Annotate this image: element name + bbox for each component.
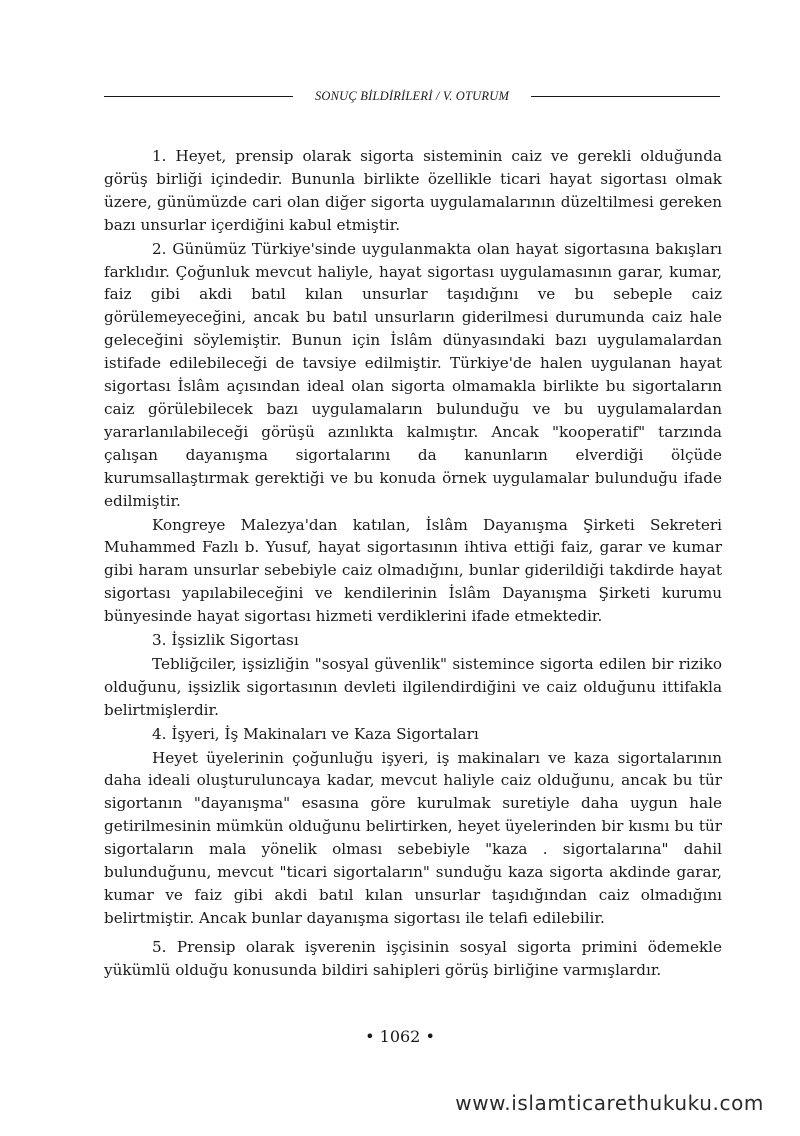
paragraph-item-5: 5. Prensip olarak işverenin işçisinin sosyal sigorta primini ödemekle yükümlü olduğu konusunda bildiri sahipleri görüş birliğine varmışlardır. xyxy=(104,937,722,979)
section-heading-workplace: 4. İşyeri, İş Makinaları ve Kaza Sigortaları xyxy=(152,724,479,743)
header-rule-left xyxy=(104,96,293,97)
running-header xyxy=(104,86,720,106)
header-rule-right xyxy=(531,96,720,97)
paragraph-workplace: Heyet üyelerinin çoğunluğu işyeri, iş makinaları ve kaza sigortalarının daha ideali oluşturuluncaya kadar, mevcut haliyle caiz olduğunu, ancak bu tür sigortanın "dayanışma" esasına göre kurulmak suretiyle daha uygun hale getirilmesinin mümkün olduğunu belirtirken, heyet üyelerinden bir kısmı bu tür sigortaların mala yönelik olması sebebiyle "kaza . sigortalarına" dahil bulunduğunu, mevcut "ticari sigortaların" sunduğu kaza sigorta akdinde garar, kumar ve faiz gibi akdi batıl kılan unsurlar taşıdığından caiz olmadığını belirtmiştir. Ancak bunlar dayanışma sigortası ile telafi edilebilir. xyxy=(104,748,722,927)
document-body xyxy=(104,145,722,983)
section-heading-unemployment: 3. İşsizlik Sigortası xyxy=(152,631,299,650)
page-number: • 1062 • xyxy=(365,1027,435,1046)
paragraph-item-2: 2. Günümüz Türkiye'sinde uygulanmakta olan hayat sigortasına bakışları farklıdır. Çoğunluk mevcut haliyle, hayat sigortası uygulamasının garar, kumar, faiz gibi akdi batıl kılan unsurlar taşıdığını ve bu sebeple caiz görülemeyeceğini, ancak bu batıl unsurların giderilmesi durumunda caiz hale geleceğini söylemiştir. Bunun için İslâm dünyasındaki bazı uygulamalardan istifade edilebileceği de tavsiye edilmiştir. Türkiye'de halen uygulanan hayat sigortası İslâm açısından ideal olan sigorta olmamakla birlikte bu sigortaların caiz görülebilecek bazı uygulamaların bulunduğu ve bu uygulamalardan yararlanılabileceği görüşü azınlıkta kalmıştır. Ancak "kooperatif" tarzında çalışan dayanışma sigortalarını da kanunların elverdiği ölçüde kurumsallaştırmak gerektiği ve bu konuda örnek uygulamalar bulunduğu ifade edilmiştir. xyxy=(104,239,722,510)
paragraph-item-1: 1. Heyet, prensip olarak sigorta sisteminin caiz ve gerekli olduğunda görüş birliği içindedir. Bununla birlikte özellikle ticari hayat sigortası olmak üzere, günümüzde cari olan diğer sigorta uygulamalarının düzeltilmesi gereken bazı unsurlar içerdiğini kabul etmiştir. xyxy=(104,147,722,234)
header-title: SONUÇ BİLDİRİLERİ / V. OTURUM xyxy=(314,88,510,103)
paragraph-unemployment: Tebliğciler, işsizliğin "sosyal güvenlik" sistemince sigorta edilen bir riziko olduğunu, işsizlik sigortasının devleti ilgilendirdiğini ve caiz olduğunu ittifakla belirtmişlerdir. xyxy=(104,654,722,719)
paragraph-malaysia: Kongreye Malezya'dan katılan, İslâm Dayanışma Şirketi Sekreteri Muhammed Fazlı b. Yusuf, hayat sigortasının ihtiva ettiği faiz, garar ve kumar gibi haram unsurlar sebebiyle caiz olmadığını, bunlar giderildiği takdirde hayat sigortası yapılabileceğini ve kendilerinin İslâm Dayanışma Şirketi kurumu bünyesinde hayat sigortası hizmeti verdiklerini ifade etmektedir. xyxy=(104,515,722,626)
watermark-url: www.islamticarethukuku.com xyxy=(455,1091,764,1115)
